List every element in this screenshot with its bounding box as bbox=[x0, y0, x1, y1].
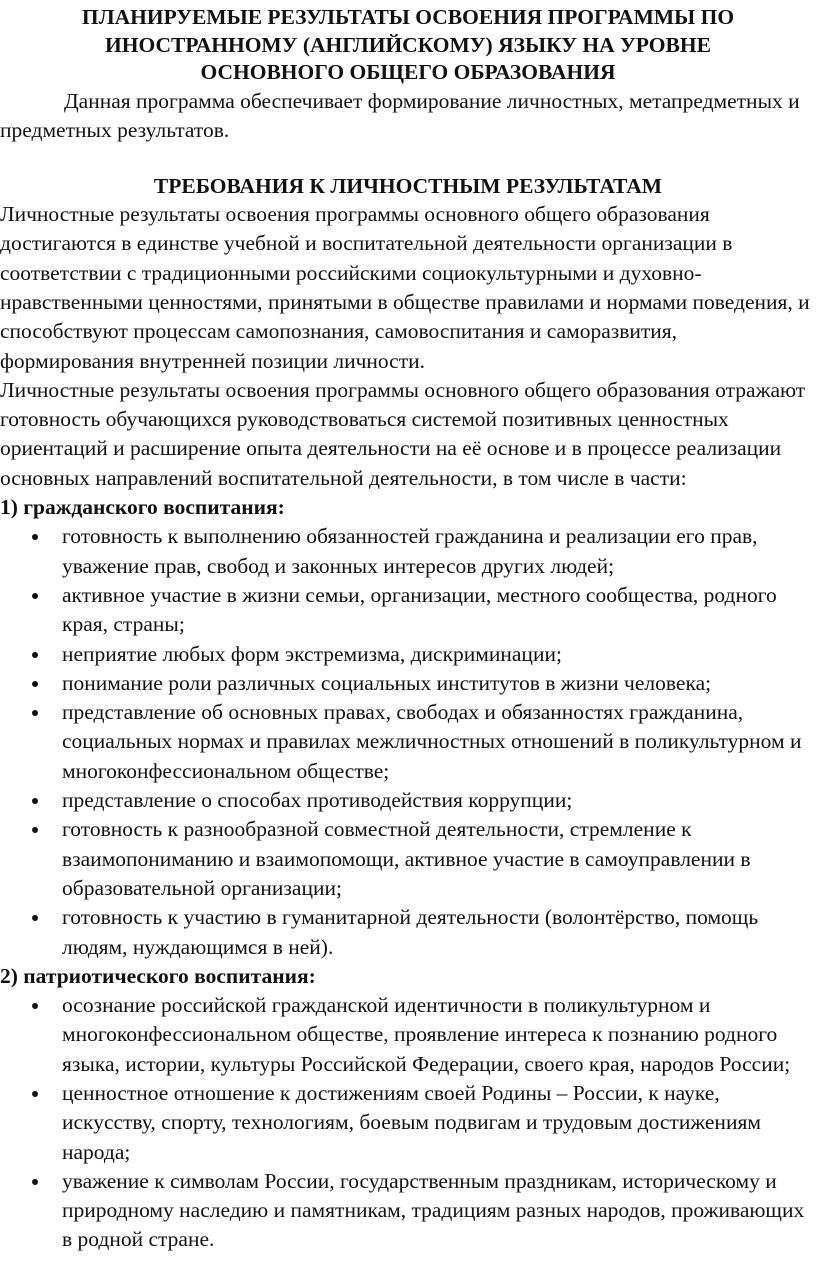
list-item bbox=[62, 640, 816, 669]
list-item-text: уважение к символам России, государственным праздникам, историческому и природному наследию и памятникам, традициям разных народов, проживающих в родной стране. bbox=[62, 1168, 805, 1252]
list-item bbox=[62, 991, 816, 1079]
list-item-text: представление о способах противодействия коррупции; bbox=[62, 788, 573, 813]
bullet-icon bbox=[32, 534, 38, 540]
list-item-text: готовность к выполнению обязанностей гражданина и реализации его прав, уважение прав, свобод и законных интересов других людей; bbox=[62, 524, 758, 578]
bullet-list bbox=[0, 991, 816, 1255]
bullet-list bbox=[0, 522, 816, 961]
list-item bbox=[62, 786, 816, 815]
document-title bbox=[0, 4, 816, 87]
list-item-text: ценностное отношение к достижениям своей Родины – России, к науке, искусству, спорту, технологиям, боевым подвигам и трудовым достижениям народа; bbox=[62, 1081, 761, 1164]
list-item bbox=[62, 1167, 816, 1255]
title-line: ОСНОВНОГО ОБЩЕГО ОБРАЗОВАНИЯ bbox=[200, 60, 616, 84]
list-item-text: активное участие в жизни семьи, организации, местного сообщества, родного края, страны; bbox=[62, 582, 777, 637]
bullet-icon bbox=[32, 593, 38, 599]
list-item-text: понимание роли различных социальных институтов в жизни человека; bbox=[62, 670, 712, 695]
list-item bbox=[62, 698, 816, 786]
list-item bbox=[62, 522, 816, 581]
list-item-text: неприятие любых форм экстремизма, дискриминации; bbox=[62, 641, 562, 666]
bullet-icon bbox=[32, 1179, 38, 1185]
section-heading: ТРЕБОВАНИЯ К ЛИЧНОСТНЫМ РЕЗУЛЬТАТАМ bbox=[153, 174, 663, 199]
list-item bbox=[62, 903, 816, 962]
bullet-icon bbox=[32, 710, 38, 716]
body-paragraph: Личностные результаты освоения программы основного общего образования отражают готовность обучающихся руководствоваться системой позитивных ценностных ориентаций и расширение опыта деятельности на её основе и в процессе реализации основных направлений воспитательной деятельности, в том числе в части: bbox=[0, 377, 806, 490]
title-line: ПЛАНИРУЕМЫЕ РЕЗУЛЬТАТЫ ОСВОЕНИЯ ПРОГРАММЫ ПО bbox=[81, 5, 735, 29]
list-item bbox=[62, 1079, 816, 1167]
bullet-icon bbox=[32, 798, 38, 804]
bullet-icon bbox=[32, 1003, 38, 1009]
title-line: ИНОСТРАННОМУ (АНГЛИЙСКОМУ) ЯЗЫКУ НА УРОВНЕ bbox=[105, 32, 711, 57]
list-item bbox=[62, 581, 816, 640]
body-paragraph: Личностные результаты освоения программы основного общего образования достигаются в единстве учебной и воспитательной деятельности организации в соответствии с традиционными российскими социокультурными и духовно-нравственными ценностями, принятыми в обществе правилами и нормами поведения, и способствуют процессам самопознания, самовоспитания и саморазвития, формирования внутренней позиции личности. bbox=[0, 202, 810, 373]
bullet-icon bbox=[32, 1091, 38, 1097]
bullet-icon bbox=[32, 652, 38, 658]
group-patriotic bbox=[0, 962, 816, 1255]
list-item-text: готовность к разнообразной совместной деятельности, стремление к взаимопониманию и взаимопомощи, активное участие в самоуправлении в образовательной организации; bbox=[62, 817, 751, 900]
intro-paragraph: Данная программа обеспечивает формирование личностных, метапредметных и предметных результатов. bbox=[0, 88, 800, 142]
list-item-text: осознание российской гражданской идентичности в поликультурном и многоконфессиональном обществе, проявление интереса к познанию родного языка, истории, культуры Российской Федерации, своего края, народов России; bbox=[62, 993, 791, 1076]
list-item-text: готовность к участию в гуманитарной деятельности (волонтёрство, помощь людям, нуждающимся в ней). bbox=[62, 905, 759, 959]
group-civic bbox=[0, 493, 816, 962]
bullet-icon bbox=[32, 827, 38, 833]
list-item bbox=[62, 815, 816, 903]
bullet-icon bbox=[32, 915, 38, 921]
group-heading: 1) гражданского воспитания: bbox=[0, 495, 285, 520]
bullet-icon bbox=[32, 681, 38, 687]
list-item-text: представление об основных правах, свободах и обязанностях гражданина, социальных нормах и правилах межличностных отношений в поликультурном и многоконфессиональном обществе; bbox=[62, 700, 802, 783]
list-item bbox=[62, 669, 816, 698]
group-heading: 2) патриотического воспитания: bbox=[0, 963, 316, 988]
